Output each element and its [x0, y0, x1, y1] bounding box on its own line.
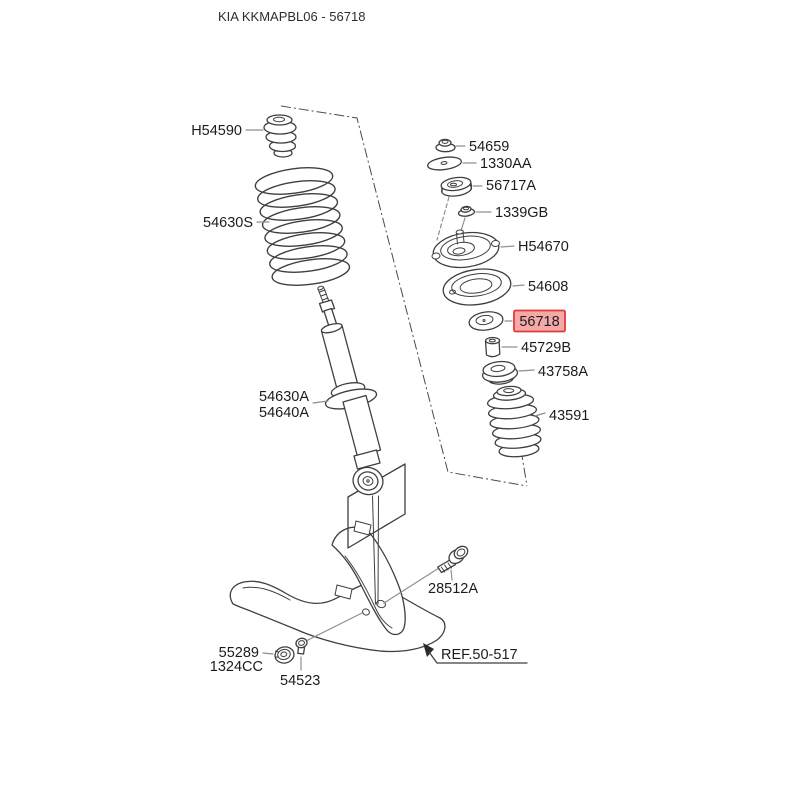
part-drawing-54630s [254, 163, 351, 289]
part-drawing-strut [317, 286, 380, 469]
part-drawing-55289 [274, 645, 296, 665]
part-drawing-h54590 [264, 115, 296, 157]
leader-43758a [519, 370, 534, 371]
control-arm-drawing [230, 581, 445, 651]
part-label-54608: 54608 [528, 279, 569, 295]
part-label-54659: 54659 [469, 139, 510, 155]
part-label-54630s: 54630S [203, 215, 253, 231]
ref-label: REF.50-517 [441, 647, 518, 663]
part-drawing-43758a [482, 360, 518, 385]
diagram-title: KIA KKMAPBL06 - 56718 [218, 9, 366, 24]
leader-43591 [535, 413, 545, 416]
part-label-54630a: 54630A [259, 389, 309, 405]
part-drawing-54608 [441, 265, 513, 309]
part-label-1339gb: 1339GB [495, 205, 549, 221]
leader-28512a [451, 570, 452, 580]
part-drawing-56718 [468, 310, 504, 333]
part-drawing-1330aa [427, 155, 462, 172]
part-drawing-56717a [440, 176, 472, 198]
part-drawing-43591 [487, 385, 542, 458]
part-label-28512a: 28512A [428, 581, 478, 597]
assembly-line-56717a [437, 197, 449, 240]
part-drawing-45729b [486, 338, 500, 357]
part-label-43591: 43591 [549, 408, 590, 424]
part-drawing-54659 [436, 139, 455, 151]
leader-h54670 [501, 246, 514, 247]
part-drawing-h54670 [431, 229, 501, 272]
part-highlight-56718[interactable] [514, 311, 565, 332]
part-label-h54670: H54670 [518, 239, 569, 255]
part-drawing-1339gb [458, 206, 475, 217]
part-label-55289: 55289 [218, 645, 259, 661]
leader-54608 [513, 285, 524, 286]
part-label-1330aa: 1330AA [480, 156, 532, 172]
part-label-54523: 54523 [280, 673, 321, 689]
part-label-h54590: H54590 [191, 123, 242, 139]
leader-55289 [263, 653, 273, 654]
part-label-56718[interactable]: 56718 [519, 314, 560, 330]
part-label-1324cc: 1324CC [209, 659, 263, 675]
part-label-54640a: 54640A [259, 405, 309, 421]
part-label-45729b: 45729B [521, 340, 571, 356]
part-label-56717a: 56717A [486, 178, 536, 194]
part-label-43758a: 43758A [538, 364, 588, 380]
